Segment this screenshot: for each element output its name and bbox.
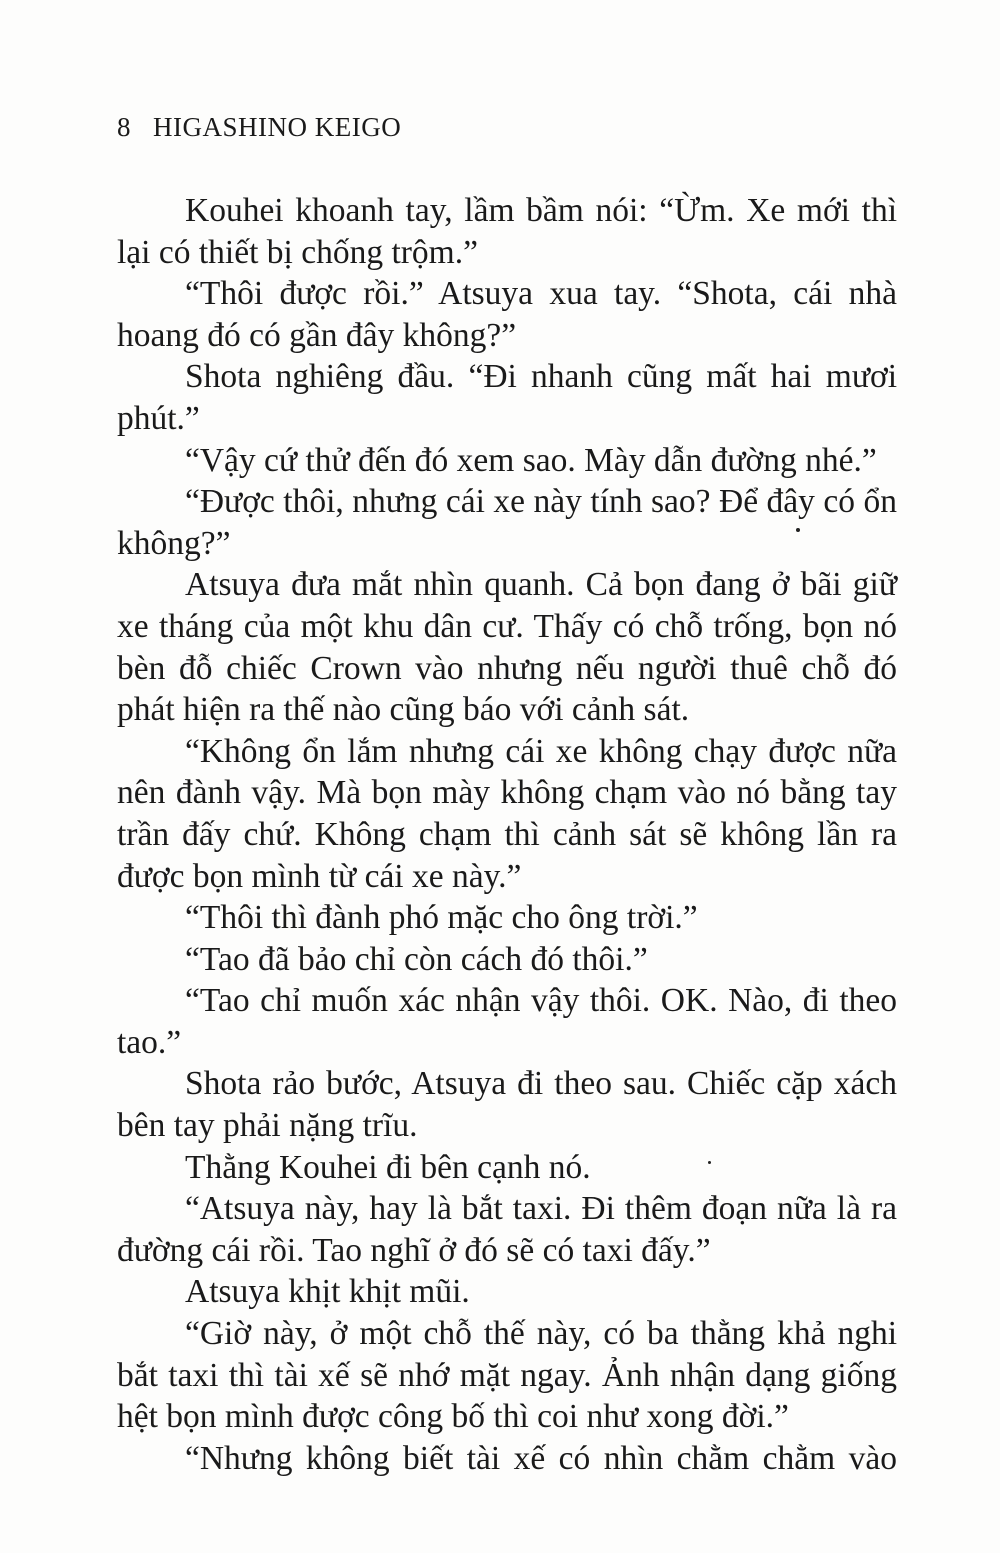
- text-line: Atsuya khịt khịt mũi.: [185, 1273, 470, 1311]
- text-line: bèn đỗ chiếc Crown vào nhưng nếu người thuê chỗ đó: [117, 649, 897, 687]
- text-line: Shota rảo bước, Atsuya đi theo sau. Chiếc cặp xách: [185, 1065, 897, 1103]
- text-line: “Atsuya này, hay là bắt taxi. Đi thêm đoạn nữa là ra: [185, 1190, 897, 1228]
- text-line: hoang đó có gần đây không?”: [117, 316, 517, 354]
- text-line: lại có thiết bị chống trộm.”: [117, 233, 478, 271]
- text-line: “Tao đã bảo chỉ còn cách đó thôi.”: [185, 940, 648, 978]
- text-line: đường cái rồi. Tao nghĩ ở đó sẽ có taxi đấy.”: [117, 1231, 711, 1269]
- text-line: “Giờ này, ở một chỗ thế này, có ba thằng khả nghi: [185, 1315, 897, 1353]
- text-line: Thằng Kouhei đi bên cạnh nó.: [185, 1148, 591, 1186]
- print-speck: [708, 1161, 711, 1164]
- text-line: trần đấy chứ. Không chạm thì cảnh sát sẽ không lần ra: [117, 815, 897, 853]
- text-line: Kouhei khoanh tay, lầm bầm nói: “Ừm. Xe mới thì: [185, 192, 897, 229]
- text-line: “Thôi thì đành phó mặc cho ông trời.”: [185, 899, 698, 937]
- text-line: “Không ổn lắm nhưng cái xe không chạy được nữa: [185, 732, 897, 770]
- text-line: không?”: [117, 524, 231, 562]
- text-line: “Tao chỉ muốn xác nhận vậy thôi. OK. Nào, đi theo: [185, 982, 897, 1020]
- text-line: phút.”: [117, 399, 200, 437]
- text-line: “Được thôi, nhưng cái xe này tính sao? Để đây có ổn: [185, 483, 897, 521]
- print-speck: [796, 528, 800, 532]
- text-line: được bọn mình từ cái xe này.”: [117, 857, 522, 895]
- text-line: nên đành vậy. Mà bọn mày không chạm vào nó bằng tay: [117, 774, 897, 812]
- text-line: tao.”: [117, 1023, 182, 1061]
- text-line: hệt bọn mình được công bố thì coi như xong đời.”: [117, 1398, 789, 1436]
- body-text: [117, 190, 897, 1479]
- page-number: 8: [117, 112, 131, 142]
- text-line: Atsuya đưa mắt nhìn quanh. Cả bọn đang ở bãi giữ: [185, 566, 897, 604]
- text-line: “Vậy cứ thử đến đó xem sao. Mày dẫn đường nhé.”: [185, 441, 877, 479]
- text-line: xe tháng của một khu dân cư. Thấy có chỗ trống, bọn nó: [117, 607, 897, 645]
- text-line: “Nhưng không biết tài xế có nhìn chằm chằm vào: [185, 1439, 897, 1477]
- text-line: bắt taxi thì tài xế sẽ nhớ mặt ngay. Ảnh nhận dạng giống: [117, 1356, 897, 1394]
- text-line: bên tay phải nặng trĩu.: [117, 1107, 418, 1145]
- text-line: Shota nghiêng đầu. “Đi nhanh cũng mất hai mươi: [185, 358, 897, 396]
- text-line: “Thôi được rồi.” Atsuya xua tay. “Shota, cái nhà: [185, 275, 897, 313]
- running-head: [117, 112, 401, 143]
- text-line: phát hiện ra thế nào cũng báo với cảnh sát.: [117, 691, 690, 729]
- author-name: HIGASHINO KEIGO: [153, 112, 402, 142]
